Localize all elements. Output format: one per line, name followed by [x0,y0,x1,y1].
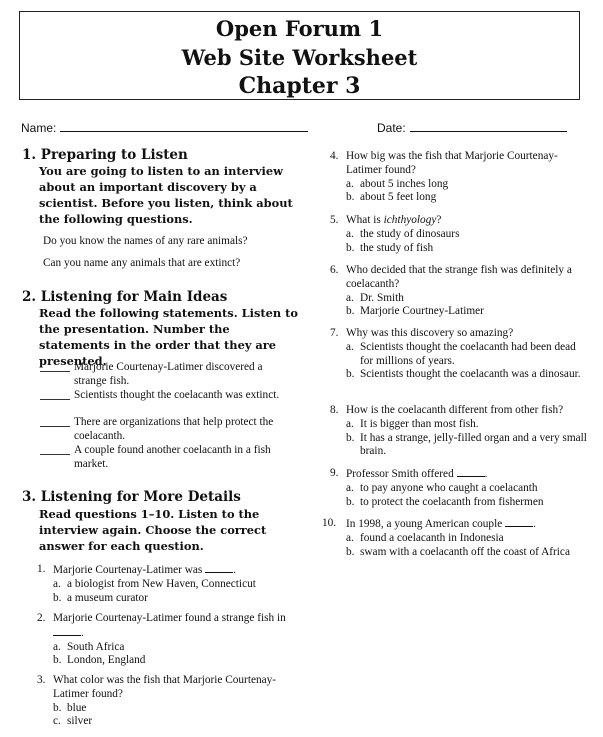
option-letter: a. [346,417,354,430]
question-item [330,264,590,319]
question-item [330,467,590,509]
name-line[interactable] [60,120,308,132]
answer-option[interactable] [53,592,302,606]
option-letter: a. [53,640,61,653]
answer-option[interactable] [53,578,302,592]
date-label: Date: [377,121,406,135]
worksheet-title-box [19,11,580,100]
answer-option[interactable] [346,368,590,382]
question-text: What is ichthyology? [346,214,442,226]
section2-title: 2. Listening for Main Ideas [22,289,228,305]
question-number: 1. [37,563,46,575]
question-text: In 1998, a young American couple . [346,518,536,530]
question-item [37,674,302,729]
option-text: silver [67,715,93,728]
question-item [330,214,590,255]
option-text: Scientists thought the coelacanth had been dead for millions of years. [360,340,576,367]
option-letter: a. [346,340,354,353]
answer-option[interactable] [53,641,302,655]
option-text: the study of dinosaurs [360,227,460,240]
option-letter: b. [53,654,62,667]
title-line-2: Web Site Worksheet [181,45,418,70]
option-text: It is bigger than most fish. [360,417,479,430]
question-number: 10. [322,517,337,529]
question-text: Marjorie Courtenay-Latimer found a strange fish in . [53,612,286,639]
question-text: How is the coelacanth different from other fish? [346,404,564,416]
option-text: found a coelacanth in Indonesia [360,531,504,544]
option-letter: b. [346,191,355,204]
statement-item: Scientists thought the coelacanth was extinct. [40,389,290,403]
answer-option[interactable] [346,305,590,319]
option-text: blue [67,701,87,714]
answer-blank[interactable] [205,563,233,573]
option-letter: c. [53,715,61,728]
answer-option[interactable] [346,418,590,432]
date-field [377,120,567,135]
option-letter: a. [53,577,61,590]
section3-title: 3. Listening for More Details [22,489,241,505]
question-number: 5. [330,214,339,226]
option-text: about 5 feet long [360,191,437,204]
answer-option[interactable] [346,292,590,306]
order-blank[interactable] [40,399,70,400]
option-letter: b. [346,241,355,254]
section1-prompt: Do you know the names of any rare animals? [43,235,248,247]
option-text: a biologist from New Haven, Connecticut [67,577,256,590]
question-text: Who decided that the strange fish was definitely a coelacanth? [346,264,572,290]
question-text: Why was this discovery so amazing? [346,327,514,339]
answer-option[interactable] [346,191,590,205]
question-number: 4. [330,150,339,162]
name-label: Name: [21,121,57,135]
option-letter: a. [346,531,354,544]
option-letter: a. [346,177,354,190]
answer-option[interactable] [53,715,302,729]
statement-item: Marjorie Courtenay-Latimer discovered a strange fish. [40,361,290,389]
question-text: What color was the fish that Marjorie Courtenay-Latimer found? [53,674,277,700]
question-item [330,404,590,459]
answer-option[interactable] [346,532,590,546]
question-number: 6. [330,264,339,276]
question-number: 8. [330,404,339,416]
question-number: 2. [37,612,46,624]
option-text: about 5 inches long [360,177,449,190]
option-letter: b. [346,431,355,444]
option-text: South Africa [67,640,125,653]
option-letter: b. [346,545,355,558]
question-item [322,517,590,559]
section3-instructions: Read questions 1–10. Listen to the interview again. Choose the correct answer for each question. [39,507,267,553]
statement-item: There are organizations that help protect the coelacanth. [40,416,290,444]
option-letter: b. [53,701,62,714]
question-number: 3. [37,674,46,686]
answer-option[interactable] [346,482,590,496]
section1-instructions: You are going to listen to an interview about an important discovery by a scientist. Before you listen, think about the following questions. [39,164,293,226]
order-blank[interactable] [40,454,70,455]
option-letter: a. [346,481,354,494]
question-text: How big was the fish that Marjorie Courtenay-Latimer found? [346,150,558,176]
option-letter: b. [346,305,355,318]
title-line-1: Open Forum 1 [215,16,384,41]
answer-option[interactable] [53,702,302,716]
option-letter: b. [346,368,355,381]
answer-option[interactable] [346,242,590,256]
question-number: 7. [330,327,339,339]
order-blank[interactable] [40,426,70,427]
option-letter: b. [346,495,355,508]
question-item [37,563,302,605]
section2-instructions: Read the following statements. Listen to the presentation. Number the statements in the order that they are presented. [39,306,298,368]
answer-option[interactable] [346,546,590,560]
answer-option[interactable] [53,654,302,668]
option-text: It has a strange, jelly-filled organ and a very small brain. [360,431,587,458]
option-letter: a. [346,291,354,304]
order-blank[interactable] [40,371,70,372]
option-letter: b. [53,591,62,604]
option-text: swam with a coelacanth off the coast of Africa [360,545,570,558]
question-item [330,327,590,382]
answer-option[interactable] [346,432,590,460]
date-line[interactable] [410,120,567,132]
option-letter: a. [346,227,354,240]
answer-option[interactable] [346,496,590,510]
option-text: London, England [67,654,146,667]
section1-prompt: Can you name any animals that are extinct? [43,257,241,269]
question-text: Professor Smith offered . [346,468,488,480]
answer-option[interactable] [346,228,590,242]
italic-term: ichthyology [383,214,437,226]
option-text: a museum curator [67,591,148,604]
answer-blank[interactable] [457,467,485,477]
question-number: 9. [330,467,339,479]
answer-blank[interactable] [505,517,533,527]
statement-item: A couple found another coelacanth in a fish market. [40,444,290,472]
section1-title: 1. Preparing to Listen [22,147,188,163]
answer-option[interactable] [346,178,590,192]
option-text: Scientists thought the coelacanth was a dinosaur. [360,368,581,381]
option-text: the study of fish [360,241,434,254]
question-text: Marjorie Courtenay-Latimer was . [53,564,236,576]
option-text: to protect the coelacanth from fishermen [360,495,544,508]
question-item [37,612,302,668]
answer-option[interactable] [346,341,590,369]
option-text: to pay anyone who caught a coelacanth [360,481,538,494]
question-item [330,150,590,205]
answer-blank[interactable] [53,626,81,636]
option-text: Dr. Smith [360,291,404,304]
title-line-3: Chapter 3 [238,73,361,99]
option-text: Marjorie Courtney-Latimer [360,305,484,318]
name-field [21,120,308,135]
